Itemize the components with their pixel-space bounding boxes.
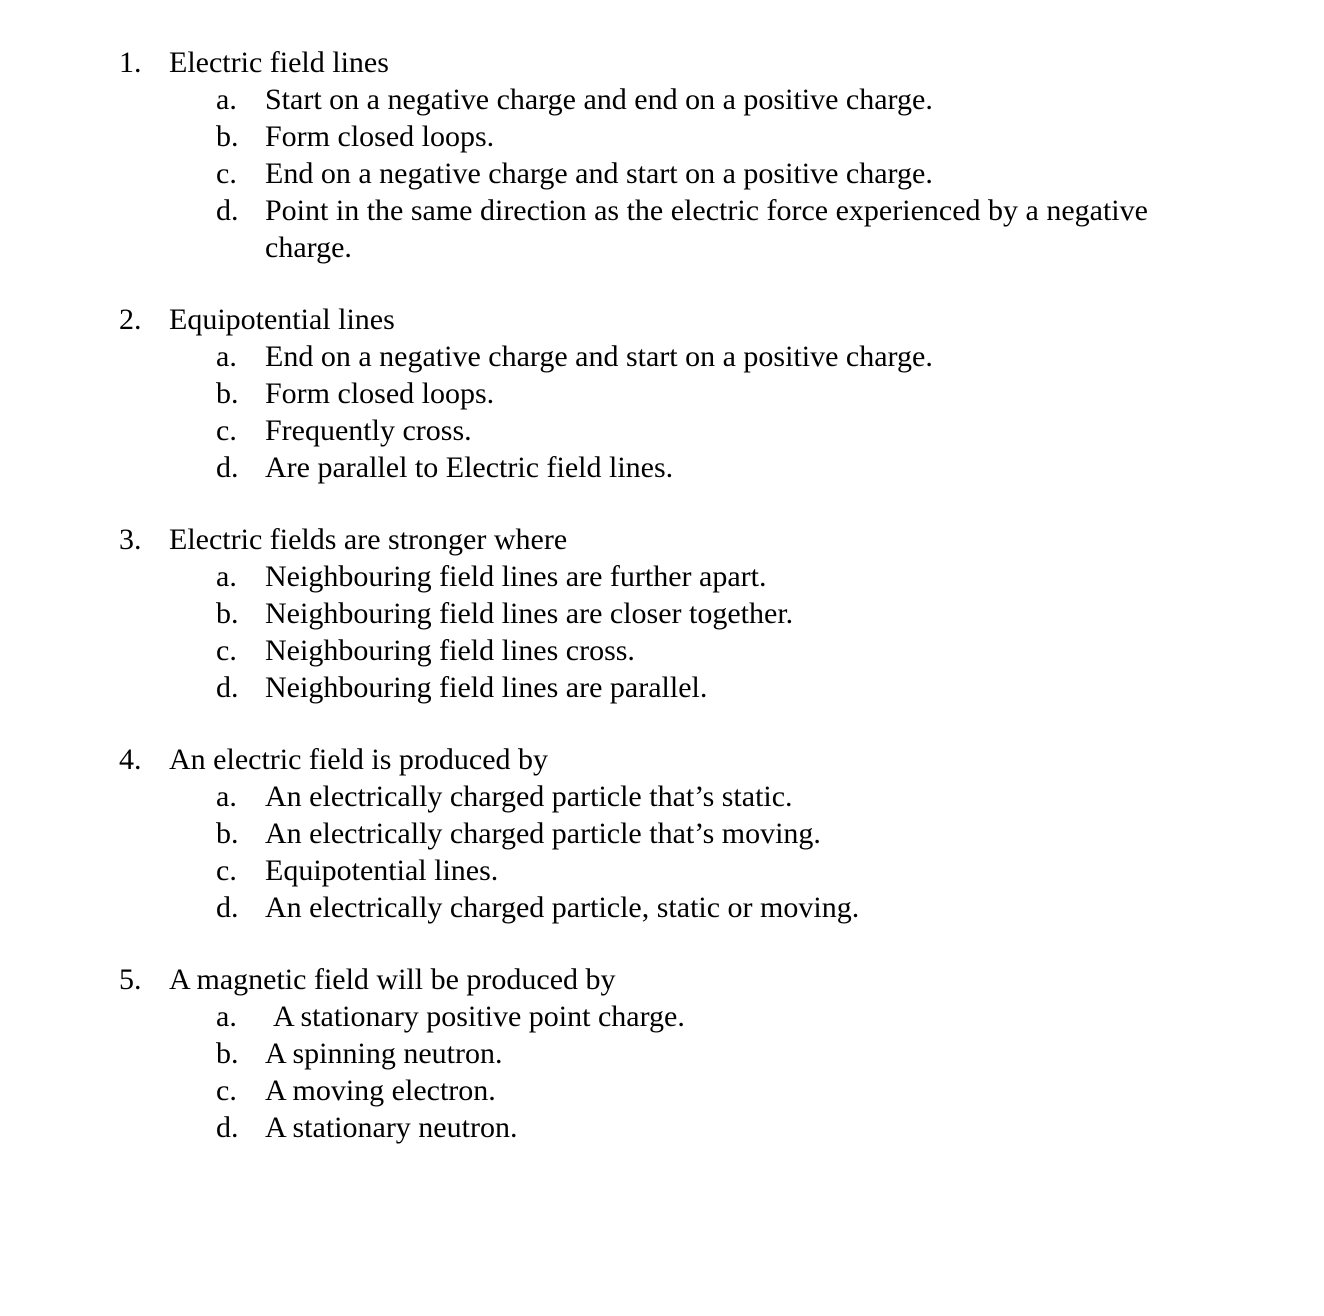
- answer-option-a: [0, 998, 1225, 1035]
- option-text: Start on a negative charge and end on a positive charge.: [265, 83, 933, 116]
- option-letter: d.: [216, 451, 239, 484]
- question-text: Electric field lines: [169, 46, 389, 79]
- option-letter: b.: [216, 1037, 239, 1070]
- answer-option-d: [0, 889, 1225, 926]
- answer-option-d: [0, 1109, 1225, 1146]
- question-text: A magnetic field will be produced by: [169, 963, 616, 996]
- option-text: An electrically charged particle, static or moving.: [265, 891, 860, 924]
- option-letter: b.: [216, 120, 239, 153]
- option-letter: a.: [216, 340, 237, 373]
- answer-option-a: [0, 81, 1225, 118]
- option-text: Neighbouring field lines are parallel.: [265, 671, 708, 704]
- option-text: An electrically charged particle that’s static.: [265, 780, 793, 813]
- answer-option-b: [0, 1035, 1225, 1072]
- answer-option-b: [0, 375, 1225, 412]
- answer-option-d: [0, 192, 1225, 266]
- option-text: Form closed loops.: [265, 377, 495, 410]
- option-letter: c.: [216, 1074, 237, 1107]
- question-stem: [0, 44, 1324, 81]
- option-text: A moving electron.: [265, 1074, 496, 1107]
- option-letter: a.: [216, 560, 237, 593]
- option-text: Neighbouring field lines are closer together.: [265, 597, 794, 630]
- option-letter: a.: [216, 1000, 237, 1033]
- question-5: [0, 961, 1324, 1146]
- option-text: Neighbouring field lines are further apart.: [265, 560, 767, 593]
- option-text: Neighbouring field lines cross.: [265, 634, 635, 667]
- option-letter: b.: [216, 597, 239, 630]
- option-letter: c.: [216, 157, 237, 190]
- question-number: 4.: [119, 743, 142, 776]
- option-text: Form closed loops.: [265, 120, 495, 153]
- option-letter: c.: [216, 414, 237, 447]
- option-text: A spinning neutron.: [265, 1037, 503, 1070]
- answer-option-a: [0, 778, 1225, 815]
- option-text: End on a negative charge and start on a positive charge.: [265, 340, 933, 373]
- question-1: [0, 44, 1324, 266]
- option-letter: a.: [216, 780, 237, 813]
- question-text: Electric fields are stronger where: [169, 523, 568, 556]
- option-text: End on a negative charge and start on a positive charge.: [265, 157, 933, 190]
- question-text: Equipotential lines: [169, 303, 395, 336]
- answer-option-b: [0, 815, 1225, 852]
- option-letter: c.: [216, 634, 237, 667]
- question-number: 5.: [119, 963, 142, 996]
- option-text: A stationary positive point charge.: [273, 1000, 685, 1033]
- question-3: [0, 521, 1324, 706]
- option-letter: d.: [216, 891, 239, 924]
- option-letter: a.: [216, 83, 237, 116]
- answer-option-c: [0, 852, 1225, 889]
- quiz-document: [0, 44, 1324, 1181]
- option-text: Point in the same direction as the electric force experienced by a negative charge.: [265, 194, 1148, 264]
- answer-option-b: [0, 118, 1225, 155]
- option-letter: d.: [216, 194, 239, 227]
- option-letter: b.: [216, 377, 239, 410]
- question-2: [0, 301, 1324, 486]
- question-number: 2.: [119, 303, 142, 336]
- answer-option-d: [0, 669, 1225, 706]
- answer-option-c: [0, 155, 1225, 192]
- answer-option-a: [0, 558, 1225, 595]
- question-number: 1.: [119, 46, 142, 79]
- question-stem: [0, 301, 1324, 338]
- option-text: Frequently cross.: [265, 414, 472, 447]
- option-text: Equipotential lines.: [265, 854, 499, 887]
- answer-option-c: [0, 412, 1225, 449]
- option-text: An electrically charged particle that’s moving.: [265, 817, 821, 850]
- question-number: 3.: [119, 523, 142, 556]
- question-text: An electric field is produced by: [169, 743, 549, 776]
- question-stem: [0, 961, 1324, 998]
- option-letter: d.: [216, 1111, 239, 1144]
- answer-option-a: [0, 338, 1225, 375]
- answer-option-c: [0, 1072, 1225, 1109]
- option-letter: d.: [216, 671, 239, 704]
- question-stem: [0, 741, 1324, 778]
- option-text: A stationary neutron.: [265, 1111, 518, 1144]
- answer-option-b: [0, 595, 1225, 632]
- answer-option-c: [0, 632, 1225, 669]
- option-text: Are parallel to Electric field lines.: [265, 451, 674, 484]
- option-letter: b.: [216, 817, 239, 850]
- answer-option-d: [0, 449, 1225, 486]
- question-stem: [0, 521, 1324, 558]
- question-4: [0, 741, 1324, 926]
- option-letter: c.: [216, 854, 237, 887]
